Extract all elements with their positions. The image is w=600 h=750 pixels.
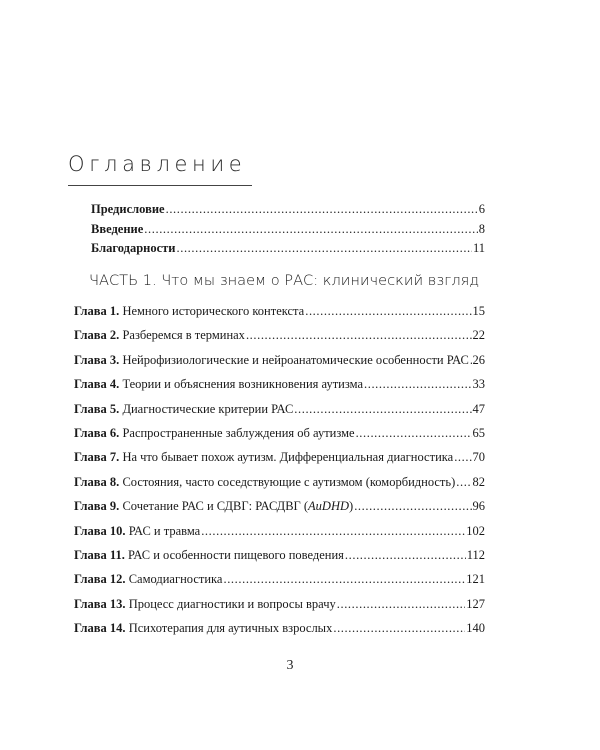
chapter-title: Немного исторического контекста: [122, 304, 305, 318]
chapter-page: 33: [472, 377, 485, 392]
toc-entry-chapter[interactable]: [74, 328, 485, 352]
chapter-title: Психотерапия для аутичных взрослых: [128, 621, 333, 636]
chapter-number: Глава 10.: [74, 523, 126, 538]
chapter-number: Глава 5.: [74, 401, 120, 416]
chapter-list: [74, 304, 485, 645]
chapter-number: Глава 3.: [74, 352, 120, 367]
chapter-title: Процесс диагностики и вопросы врачу: [128, 596, 336, 611]
chapter-page: 140: [466, 621, 485, 636]
chapter-number: Глава 8.: [74, 474, 120, 489]
toc-entry-chapter[interactable]: [74, 304, 485, 328]
chapter-number: Глава 11.: [74, 547, 125, 562]
dot-leader: [354, 499, 471, 514]
toc-entry-chapter[interactable]: [74, 597, 485, 621]
toc-entry-chapter[interactable]: [74, 353, 485, 377]
chapter-page: 82: [472, 474, 485, 489]
toc-entry-chapter[interactable]: [74, 621, 485, 645]
chapter-title: Нейрофизиологические и нейроанатомические особенности РАС: [122, 352, 469, 367]
chapter-page: 15: [472, 304, 485, 318]
chapter-title: Теории и объяснения возникновения аутизма: [122, 377, 363, 392]
chapter-number: Глава 14.: [74, 621, 126, 636]
page-number: 3: [286, 658, 294, 673]
chapter-page: 102: [466, 523, 485, 538]
toc-entry-chapter[interactable]: [74, 572, 485, 596]
chapter-page: 127: [466, 596, 485, 611]
chapter-title: Диагностические критерии РАС: [122, 401, 294, 416]
entry-label: Благодарности: [91, 241, 176, 255]
chapter-number: Глава 13.: [74, 596, 126, 611]
dot-leader: [456, 475, 471, 490]
entry-label: Предисловие: [91, 202, 165, 216]
chapter-page: 22: [472, 328, 485, 343]
chapter-title-italic: AuDHD: [308, 499, 350, 514]
dot-leader: [305, 304, 471, 319]
chapter-title: РАС и особенности пищевого поведения: [128, 547, 344, 562]
dot-leader: [356, 426, 472, 441]
chapter-title-suffix: ): [349, 499, 354, 514]
title-underline: [68, 185, 252, 186]
dot-leader: [223, 572, 465, 587]
toc-entry-chapter[interactable]: [74, 377, 485, 401]
dot-leader: [201, 524, 465, 539]
toc-entry-chapter[interactable]: [74, 499, 485, 523]
toc-entry-chapter[interactable]: [74, 475, 485, 499]
dot-leader: [337, 597, 466, 612]
chapter-page: 65: [472, 425, 485, 440]
chapter-number: Глава 4.: [74, 377, 120, 392]
entry-page: 8: [478, 221, 485, 236]
toc-entry-chapter[interactable]: [74, 402, 485, 426]
dot-leader: [177, 241, 472, 256]
chapter-number: Глава 6.: [74, 425, 120, 440]
front-matter-list: [91, 202, 485, 261]
entry-label: Введение: [91, 221, 144, 236]
chapter-page: 96: [472, 499, 485, 514]
toc-entry-acknowledgements[interactable]: [91, 241, 485, 261]
dot-leader: [246, 328, 472, 343]
chapter-number: Глава 2.: [74, 328, 120, 343]
dot-leader: [364, 377, 472, 392]
chapter-title: Состояния, часто соседствующие с аутизмом (коморбидность): [122, 474, 456, 489]
dot-leader: [294, 402, 471, 417]
chapter-page: 121: [466, 572, 485, 587]
dot-leader: [144, 222, 477, 237]
entry-page: 6: [478, 202, 485, 216]
chapter-number: Глава 7.: [74, 450, 120, 465]
chapter-title: Самодиагностика: [128, 572, 223, 587]
toc-entry-chapter[interactable]: [74, 548, 485, 572]
toc-entry-preface[interactable]: [91, 202, 485, 222]
entry-page: 11: [472, 241, 485, 255]
chapter-title: РАС и травма: [128, 523, 201, 538]
dot-leader: [333, 621, 465, 636]
dot-leader: [470, 353, 472, 368]
chapter-number: Глава 12.: [74, 572, 126, 587]
chapter-page: 70: [472, 450, 485, 465]
toc-entry-chapter[interactable]: [74, 426, 485, 450]
chapter-title: Сочетание РАС и СДВГ: РАСДВГ (: [122, 499, 309, 514]
chapter-title: Распространенные заблуждения об аутизме: [122, 425, 355, 440]
dot-leader: [454, 450, 471, 465]
part-heading: ЧАСТЬ 1. Что мы знаем о РАС: клинический взгляд: [89, 272, 480, 289]
toc-entry-chapter[interactable]: [74, 450, 485, 474]
chapter-title: На что бывает похож аутизм. Дифференциальная диагностика: [122, 450, 454, 465]
toc-title: Оглавление: [68, 152, 247, 176]
dot-leader: [166, 202, 478, 217]
chapter-page: 47: [472, 401, 485, 416]
toc-entry-chapter[interactable]: [74, 524, 485, 548]
toc-entry-introduction[interactable]: [91, 222, 485, 242]
chapter-page: 26: [472, 352, 485, 367]
chapter-number: Глава 9.: [74, 499, 120, 514]
chapter-title: Разберемся в терминах: [122, 328, 245, 343]
chapter-page: 112: [466, 547, 485, 562]
chapter-number: Глава 1.: [74, 304, 120, 318]
dot-leader: [345, 548, 466, 563]
